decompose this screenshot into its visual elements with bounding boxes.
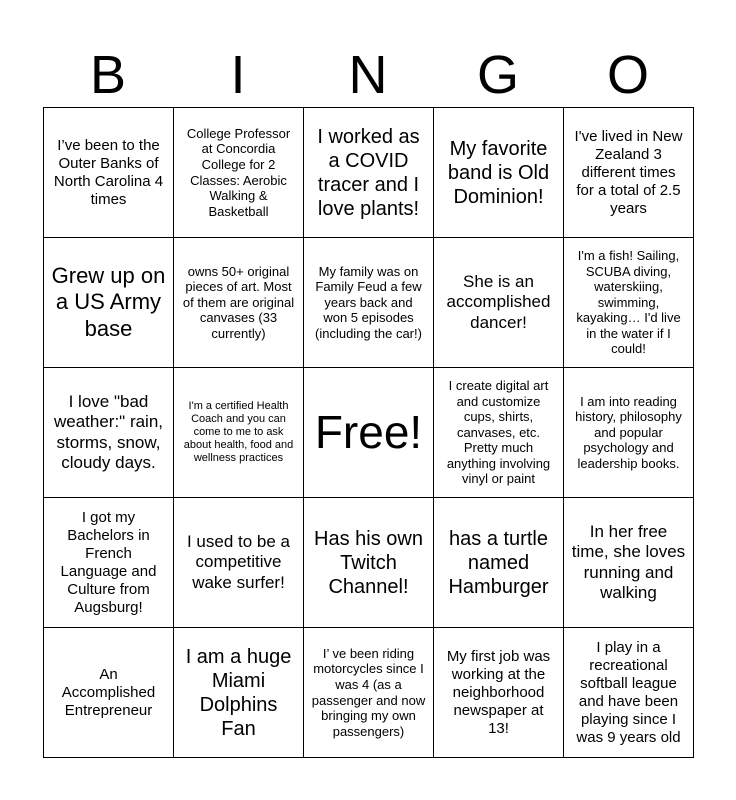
bingo-cell[interactable]: has a turtle named Hamburger (434, 498, 564, 628)
bingo-cell[interactable]: My family was on Family Feud a few years back and won 5 episodes (including the car!) (304, 238, 434, 368)
header-letter-b: B (89, 45, 127, 105)
bingo-cell[interactable]: I worked as a COVID tracer and I love plants! (304, 108, 434, 238)
bingo-cell[interactable]: I’ ve been riding motorcycles since I was 4 (as a passenger and now bringing my own passengers) (304, 628, 434, 758)
bingo-cell[interactable]: My first job was working at the neighborhood newspaper at 13! (434, 628, 564, 758)
bingo-cell[interactable]: I'm a fish! Sailing, SCUBA diving, waterskiing, swimming, kayaking… I'd live in the water if I could! (564, 238, 694, 368)
header-letter-g: G (476, 45, 519, 105)
bingo-cell[interactable]: I play in a recreational softball league and have been playing since I was 9 years old (564, 628, 694, 758)
bingo-cell[interactable]: She is an accomplished dancer! (434, 238, 564, 368)
bingo-cell[interactable]: I've lived in New Zealand 3 different times for a total of 2.5 years (564, 108, 694, 238)
bingo-cell[interactable]: I create digital art and customize cups, shirts, canvases, etc. Pretty much anything involving vinyl or paint (434, 368, 564, 498)
header-letter-n: N (348, 45, 388, 105)
bingo-row (44, 368, 694, 498)
bingo-header (43, 44, 693, 106)
bingo-grid (43, 107, 694, 758)
bingo-cell[interactable]: Has his own Twitch Channel! (304, 498, 434, 628)
bingo-cell[interactable]: I used to be a competitive wake surfer! (174, 498, 304, 628)
bingo-row (44, 108, 694, 238)
bingo-cell[interactable]: College Professor at Concordia College for 2 Classes: Aerobic Walking & Basketball (174, 108, 304, 238)
bingo-cell[interactable]: An Accomplished Entrepreneur (44, 628, 174, 758)
header-letter-i: I (230, 45, 246, 105)
bingo-row (44, 238, 694, 368)
bingo-row (44, 498, 694, 628)
bingo-cell[interactable]: I am a huge Miami Dolphins Fan (174, 628, 304, 758)
bingo-cell[interactable]: In her free time, she loves running and walking (564, 498, 694, 628)
bingo-cell[interactable]: I'm a certified Health Coach and you can come to me to ask about health, food and wellness practices (174, 368, 304, 498)
bingo-cell[interactable]: I’ve been to the Outer Banks of North Carolina 4 times (44, 108, 174, 238)
header-letter-o: O (606, 45, 649, 105)
bingo-cell[interactable]: I got my Bachelors in French Language and Culture from Augsburg! (44, 498, 174, 628)
free-space-cell[interactable]: Free! (304, 368, 434, 498)
bingo-cell[interactable]: I am into reading history, philosophy and popular psychology and leadership books. (564, 368, 694, 498)
bingo-cell[interactable]: My favorite band is Old Dominion! (434, 108, 564, 238)
bingo-cell[interactable]: owns 50+ original pieces of art. Most of them are original canvases (33 currently) (174, 238, 304, 368)
bingo-row (44, 628, 694, 758)
bingo-cell[interactable]: I love "bad weather:" rain, storms, snow, cloudy days. (44, 368, 174, 498)
bingo-cell[interactable]: Grew up on a US Army base (44, 238, 174, 368)
